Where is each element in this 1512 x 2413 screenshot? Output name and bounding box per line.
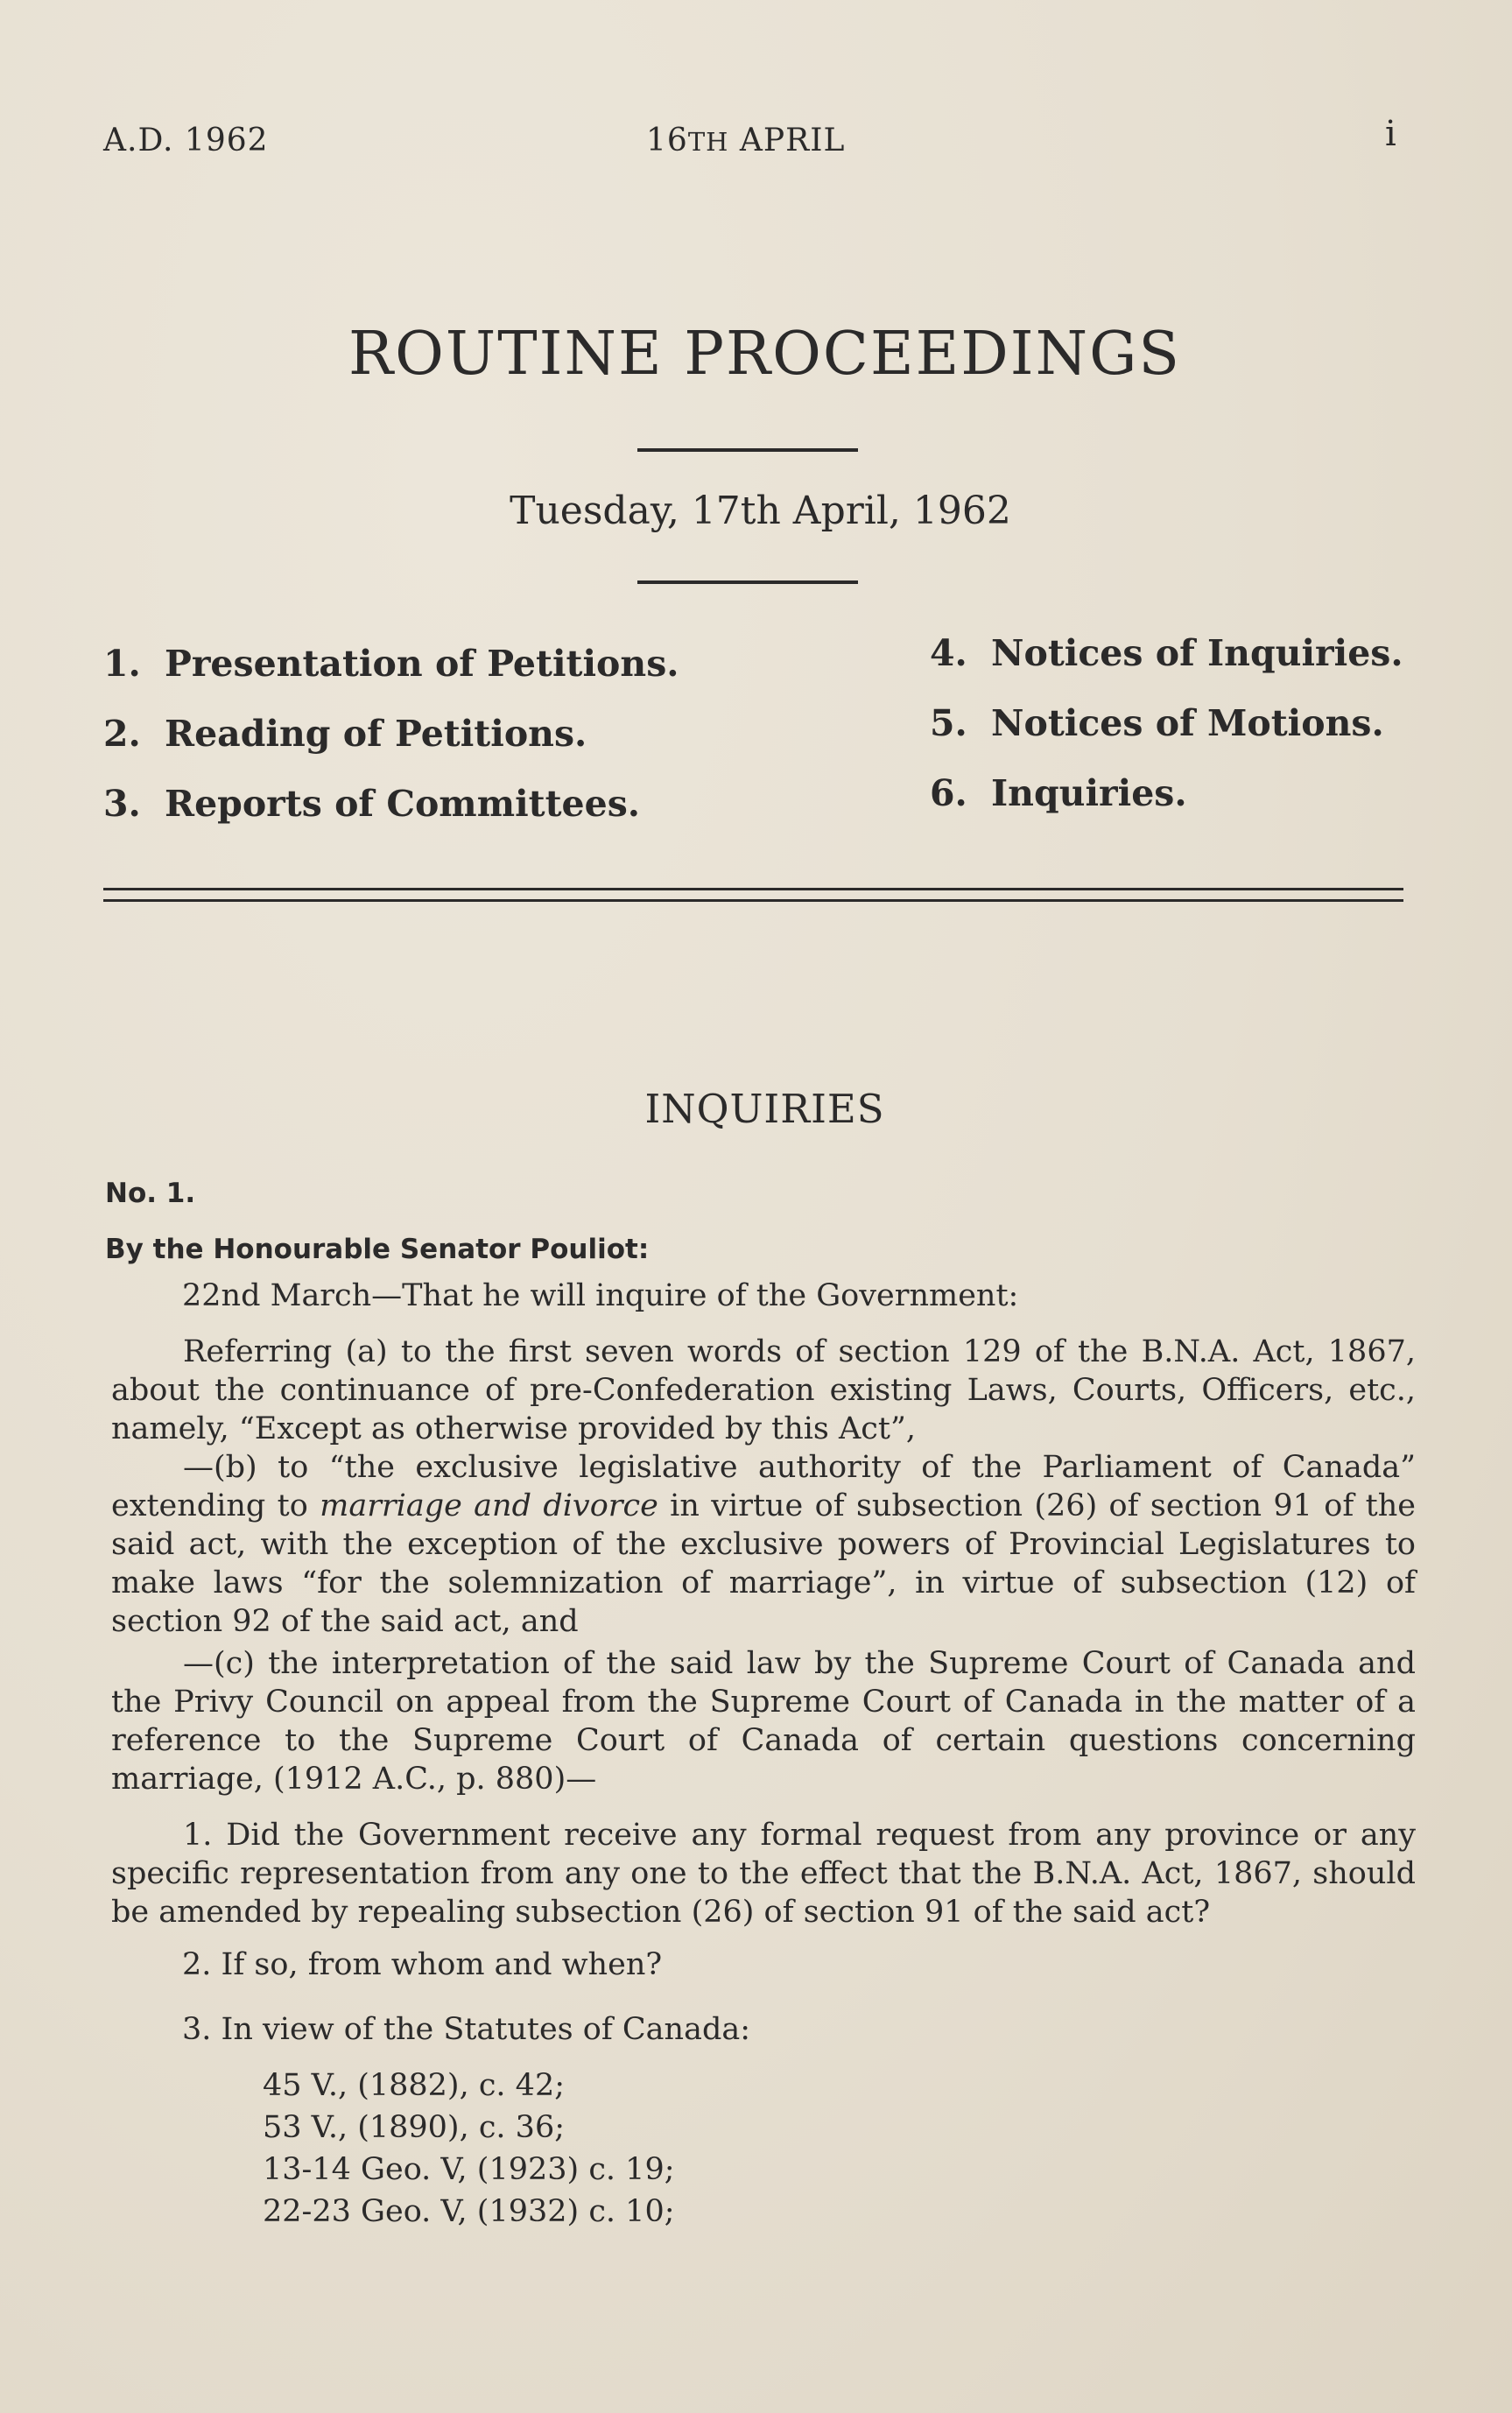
proceeding-label: Reports of Committees. xyxy=(165,783,641,825)
question-2: 2. If so, from whom and when? xyxy=(182,1947,663,1982)
section-divider-bottom xyxy=(103,899,1403,902)
section-divider-top xyxy=(103,888,1403,890)
proceeding-number: 2. xyxy=(103,713,141,755)
inquiries-heading: INQUIRIES xyxy=(644,1086,885,1132)
statute-item: 13-14 Geo. V, (1923) c. 19; xyxy=(263,2152,675,2187)
proceeding-item xyxy=(103,783,640,825)
proceeding-label: Reading of Petitions. xyxy=(165,713,587,755)
proceeding-label: Notices of Motions. xyxy=(991,702,1384,744)
proceeding-item xyxy=(930,632,1403,674)
header-day: 16 xyxy=(646,123,688,158)
proceeding-number: 6. xyxy=(930,772,967,814)
statute-item: 22-23 Geo. V, (1932) c. 10; xyxy=(263,2194,675,2229)
sitting-date: Tuesday, 17th April, 1962 xyxy=(510,489,1011,533)
question-3: 3. In view of the Statutes of Canada: xyxy=(182,2012,751,2047)
paragraph-a: Referring (a) to the first seven words of section 129 of the B.N.A. Act, 1867, about the continuance of pre-Confederation existing Laws, Courts, Officers, etc., namely, “Except as otherwise provided by this Act”, xyxy=(111,1334,1416,1446)
proceeding-label: Notices of Inquiries. xyxy=(991,632,1403,674)
header-date xyxy=(646,123,845,158)
header-day-suffix: TH xyxy=(687,127,729,157)
header-month: APRIL xyxy=(728,123,846,158)
proceeding-number: 3. xyxy=(103,783,141,825)
title-rule xyxy=(637,448,858,452)
header-year: A.D. 1962 xyxy=(103,123,269,158)
page-title: ROUTINE PROCEEDINGS xyxy=(348,320,1182,389)
inquiry-intro: 22nd March—That he will inquire of the Government: xyxy=(182,1278,1019,1313)
paragraph-b-start: —(b) to “the exclusive legislative authority of the Parliament of Canada” extending to xyxy=(111,1450,1416,1523)
statute-item: 45 V., (1882), c. 42; xyxy=(263,2068,566,2103)
date-rule xyxy=(637,580,858,584)
proceeding-label: Inquiries. xyxy=(991,772,1187,814)
paragraph-b xyxy=(111,1448,1416,1641)
proceeding-item xyxy=(930,772,1187,814)
proceeding-number: 5. xyxy=(930,702,967,744)
inquiry-author: By the Honourable Senator Pouliot: xyxy=(105,1234,650,1265)
proceeding-label: Presentation of Petitions. xyxy=(165,643,679,685)
proceeding-item xyxy=(103,643,679,685)
proceeding-number: 1. xyxy=(103,643,141,685)
page-number: i xyxy=(1385,114,1396,154)
paragraph-c: —(c) the interpretation of the said law by the Supreme Court of Canada and the Privy Council on appeal from the Supreme Court of Canada in the matter of a reference to the Supreme Court of Canada of certain questions concerning marriage, (1912 A.C., p. 880)— xyxy=(111,1646,1416,1797)
paragraph-b-emphasis: marriage and divorce xyxy=(320,1488,658,1523)
question-1: 1. Did the Government receive any formal request from any province or any specific representation from any one to the effect that the B.N.A. Act, 1867, should be amended by repealing subsection (26) of section 91 of the said act? xyxy=(111,1818,1416,1930)
paragraph-b-end: in virtue of subsection (26) of section 91 of the said act, with the exception of the exclusive powers of Provincial Legislatures to make laws “for the solemnization of marriage”, in virtue of subsection (12) of section 92 of the said act, and xyxy=(111,1488,1416,1639)
inquiry-number: No. 1. xyxy=(105,1178,196,1209)
proceeding-item xyxy=(103,713,587,755)
proceeding-number: 4. xyxy=(930,632,967,674)
proceeding-item xyxy=(930,702,1384,744)
statute-item: 53 V., (1890), c. 36; xyxy=(263,2110,566,2145)
